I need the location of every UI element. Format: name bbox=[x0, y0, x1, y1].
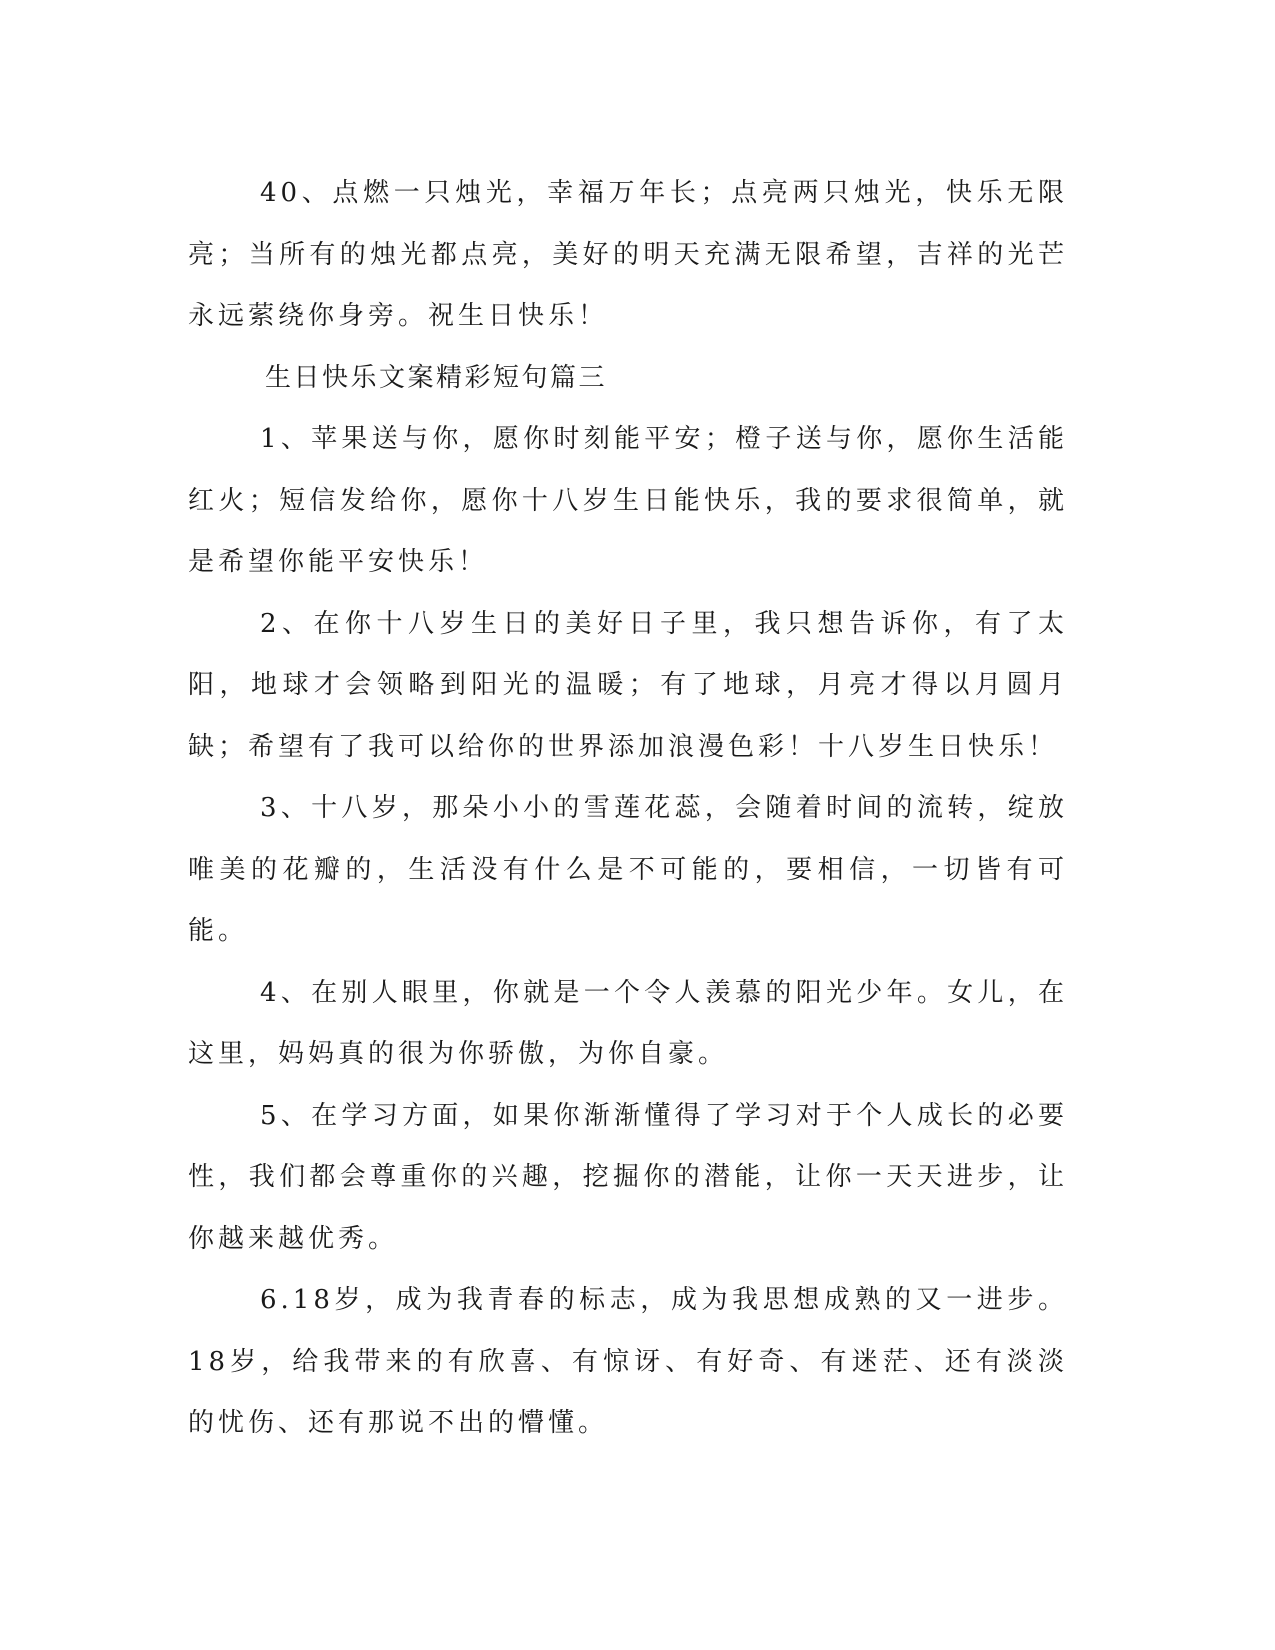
paragraph-6: 6.18岁，成为我青春的标志，成为我思想成熟的又一进步。18岁，给我带来的有欣喜、有惊讶、有好奇、有迷茫、还有淡淡的忧伤、还有那说不出的懵懂。 bbox=[188, 1285, 1068, 1438]
paragraph-5: 5、在学习方面，如果你渐渐懂得了学习对于个人成长的必要性，我们都会尊重你的兴趣，挖掘你的潜能，让你一天天进步，让你越来越优秀。 bbox=[188, 1100, 1068, 1254]
paragraph-40: 40、点燃一只烛光，幸福万年长；点亮两只烛光，快乐无限亮；当所有的烛光都点亮，美好的明天充满无限希望，吉祥的光芒永远萦绕你身旁。祝生日快乐！ bbox=[188, 178, 1068, 331]
document-body bbox=[188, 163, 1068, 1455]
paragraph-3: 3、十八岁，那朵小小的雪莲花蕊，会随着时间的流转，绽放唯美的花瓣的，生活没有什么是不可能的，要相信，一切皆有可能。 bbox=[188, 793, 1068, 946]
paragraph-1: 1、苹果送与你，愿你时刻能平安；橙子送与你，愿你生活能红火；短信发给你，愿你十八岁生日能快乐，我的要求很简单，就是希望你能平安快乐！ bbox=[188, 424, 1068, 577]
section-heading: 生日快乐文案精彩短句篇三 bbox=[265, 362, 608, 393]
paragraph-2: 2、在你十八岁生日的美好日子里，我只想告诉你，有了太阳，地球才会领略到阳光的温暖；有了地球，月亮才得以月圆月缺；希望有了我可以给你的世界添加浪漫色彩！十八岁生日快乐！ bbox=[188, 608, 1068, 762]
paragraph-4: 4、在别人眼里，你就是一个令人羡慕的阳光少年。女儿，在这里，妈妈真的很为你骄傲，为你自豪。 bbox=[188, 977, 1068, 1069]
